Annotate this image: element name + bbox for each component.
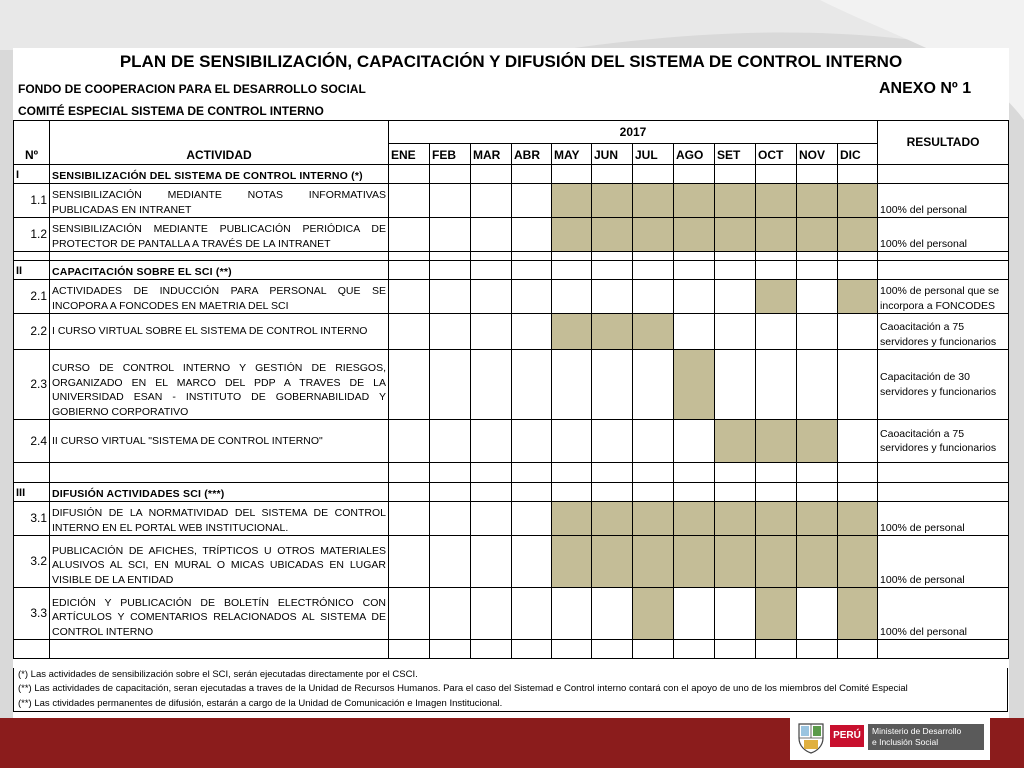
month-cell [552, 280, 592, 314]
organization-name: FONDO DE COOPERACION PARA EL DESARROLLO SOCIAL [18, 82, 366, 96]
activity-text: CURSO DE CONTROL INTERNO Y GESTIÓN DE RIESGOS, ORGANIZADO EN EL MARCO DEL PDP A TRAVES DE LA UNIVERSIDAD ESAN - INSTITUTO DE GOBERNABILIDAD Y GOBIERNO CORPORATIVO [50, 350, 389, 420]
row-number: 2.1 [14, 280, 50, 314]
month-header: ENE [389, 144, 430, 165]
month-cell-scheduled [552, 184, 592, 218]
spacer-row [14, 463, 1009, 483]
ministry-logo [790, 716, 990, 760]
month-cell [512, 588, 552, 640]
month-cell [838, 350, 878, 420]
section-title: CAPACITACIÓN SOBRE EL SCI (**) [50, 261, 389, 280]
month-cell [389, 420, 430, 463]
month-cell [471, 280, 512, 314]
month-cell-scheduled [633, 218, 674, 252]
result-text: Caoacitación a 75 servidores y funcionarios [878, 314, 1009, 350]
month-cell-scheduled [633, 314, 674, 350]
month-cell-scheduled [715, 184, 756, 218]
month-cell [592, 420, 633, 463]
month-cell-scheduled [838, 536, 878, 588]
month-cell-scheduled [756, 536, 797, 588]
activity-row [14, 280, 1009, 314]
month-cell [797, 280, 838, 314]
month-cell [389, 350, 430, 420]
month-cell-scheduled [756, 420, 797, 463]
peru-tag: PERÚ [830, 725, 864, 747]
month-cell-scheduled [633, 588, 674, 640]
month-header: SET [715, 144, 756, 165]
month-cell [512, 420, 552, 463]
activity-row [14, 588, 1009, 640]
month-cell [715, 350, 756, 420]
month-cell-scheduled [592, 314, 633, 350]
month-cell-scheduled [838, 184, 878, 218]
month-cell-scheduled [633, 536, 674, 588]
activity-text: PUBLICACIÓN DE AFICHES, TRÍPTICOS U OTROS MATERIALES ALUSIVOS AL SCI, EN MURAL O MICAS UBICADAS EN LUGAR VISIBLE DE LA ENTIDAD [50, 536, 389, 588]
month-cell [633, 280, 674, 314]
annex-label: ANEXO Nº 1 [879, 80, 972, 97]
month-cell [552, 588, 592, 640]
month-cell [592, 280, 633, 314]
month-cell-scheduled [674, 184, 715, 218]
section-id: III [14, 483, 50, 502]
month-cell [674, 280, 715, 314]
month-cell [430, 420, 471, 463]
month-cell [512, 350, 552, 420]
month-cell [389, 280, 430, 314]
activity-text: SENSIBILIZACIÓN MEDIANTE PUBLICACIÓN PERIÓDICA DE PROTECTOR DE PANTALLA A TRAVÉS DE LA INTRANET [50, 218, 389, 252]
month-cell [430, 184, 471, 218]
month-cell-scheduled [756, 588, 797, 640]
activity-row [14, 314, 1009, 350]
month-cell [389, 502, 430, 536]
activity-row [14, 218, 1009, 252]
result-text: 100% de personal [878, 536, 1009, 588]
month-cell [471, 588, 512, 640]
activity-text: EDICIÓN Y PUBLICACIÓN DE BOLETÍN ELECTRÓNICO CON ARTÍCULOS Y COMENTARIOS RELACIONADOS AL SISTEMA DE CONTROL INTERNO [50, 588, 389, 640]
month-cell [552, 350, 592, 420]
month-cell-scheduled [633, 502, 674, 536]
month-cell-scheduled [592, 536, 633, 588]
month-header: JUN [592, 144, 633, 165]
activity-row [14, 420, 1009, 463]
month-cell-scheduled [674, 502, 715, 536]
month-cell [389, 588, 430, 640]
month-cell [592, 350, 633, 420]
month-cell [715, 280, 756, 314]
row-number: 2.3 [14, 350, 50, 420]
coat-of-arms-icon [796, 720, 826, 754]
month-header: OCT [756, 144, 797, 165]
month-cell-scheduled [552, 218, 592, 252]
month-cell-scheduled [674, 536, 715, 588]
month-cell [797, 588, 838, 640]
month-header: FEB [430, 144, 471, 165]
section-row [14, 483, 1009, 502]
footnote: (*) Las actividades de sensibilización sobre el SCI, serán ejecutadas directamente por el CSCI. [18, 669, 418, 680]
activity-text: I CURSO VIRTUAL SOBRE EL SISTEMA DE CONTROL INTERNO [50, 314, 389, 350]
month-cell-scheduled [592, 218, 633, 252]
month-header: MAY [552, 144, 592, 165]
month-header: NOV [797, 144, 838, 165]
section-row [14, 261, 1009, 280]
footnotes [13, 668, 1008, 712]
month-cell-scheduled [756, 184, 797, 218]
month-cell-scheduled [797, 502, 838, 536]
month-cell [430, 536, 471, 588]
month-cell-scheduled [592, 184, 633, 218]
activity-row [14, 536, 1009, 588]
header-number: Nº [14, 121, 50, 165]
month-cell [389, 218, 430, 252]
month-cell-scheduled [592, 502, 633, 536]
month-cell-scheduled [797, 536, 838, 588]
activity-text: II CURSO VIRTUAL "SISTEMA DE CONTROL INTERNO" [50, 420, 389, 463]
footnote: (**) Las actividades de capacitación, seran ejecutadas a traves de la Unidad de Recursos Humanos. Para el caso del Sistemad e Control interno contará con el apoyo de uno de los miembros del Comité Especial [18, 683, 908, 695]
month-cell-scheduled [756, 218, 797, 252]
month-cell [674, 420, 715, 463]
header-year: 2017 [389, 121, 878, 144]
month-cell-scheduled [715, 218, 756, 252]
result-text: 100% de personal que se incorpora a FONCODES [878, 280, 1009, 314]
month-cell [797, 314, 838, 350]
month-cell-scheduled [715, 502, 756, 536]
month-cell-scheduled [838, 218, 878, 252]
month-cell [797, 350, 838, 420]
result-text: Capacitación de 30 servidores y funcionarios [878, 350, 1009, 420]
month-cell [715, 588, 756, 640]
month-cell [512, 502, 552, 536]
section-title: DIFUSIÓN ACTIVIDADES SCI (***) [50, 483, 389, 502]
row-number: 3.2 [14, 536, 50, 588]
month-cell-scheduled [756, 280, 797, 314]
month-cell [633, 420, 674, 463]
row-number: 1.2 [14, 218, 50, 252]
result-text: 100% del personal [878, 184, 1009, 218]
page-title: PLAN DE SENSIBILIZACIÓN, CAPACITACIÓN Y DIFUSIÓN DEL SISTEMA DE CONTROL INTERNO [119, 52, 903, 71]
month-cell [430, 280, 471, 314]
month-cell-scheduled [633, 184, 674, 218]
header-result: RESULTADO [878, 121, 1009, 165]
month-cell-scheduled [838, 502, 878, 536]
month-cell [512, 280, 552, 314]
section-row [14, 165, 1009, 184]
month-cell [430, 502, 471, 536]
spacer-row [14, 640, 1009, 659]
row-number: 2.2 [14, 314, 50, 350]
month-cell-scheduled [797, 184, 838, 218]
month-cell-scheduled [552, 314, 592, 350]
month-cell [756, 314, 797, 350]
month-cell [512, 314, 552, 350]
month-cell [389, 314, 430, 350]
activity-text: ACTIVIDADES DE INDUCCIÓN PARA PERSONAL QUE SE INCOPORA A FONCODES EN MAETRIA DEL SCI [50, 280, 389, 314]
document-sheet [13, 48, 1009, 718]
month-cell-scheduled [674, 350, 715, 420]
section-id: II [14, 261, 50, 280]
month-cell [552, 420, 592, 463]
month-cell [471, 218, 512, 252]
month-cell [633, 350, 674, 420]
month-cell-scheduled [552, 502, 592, 536]
month-cell [715, 314, 756, 350]
month-cell-scheduled [797, 218, 838, 252]
month-cell-scheduled [838, 280, 878, 314]
month-cell [430, 314, 471, 350]
activity-schedule-table [13, 120, 1009, 659]
month-cell [592, 588, 633, 640]
spacer-row [14, 252, 1009, 261]
result-text: 100% del personal [878, 588, 1009, 640]
month-cell-scheduled [715, 420, 756, 463]
month-cell [471, 314, 512, 350]
month-cell [838, 420, 878, 463]
section-id: I [14, 165, 50, 184]
month-cell [471, 420, 512, 463]
activity-text: SENSIBILIZACIÓN MEDIANTE NOTAS INFORMATIVAS PUBLICADAS EN INTRANET [50, 184, 389, 218]
month-header: MAR [471, 144, 512, 165]
result-text: 100% de personal [878, 502, 1009, 536]
month-cell-scheduled [797, 420, 838, 463]
month-cell [430, 350, 471, 420]
month-cell [471, 502, 512, 536]
month-header: AGO [674, 144, 715, 165]
activity-row [14, 502, 1009, 536]
month-cell [471, 536, 512, 588]
month-cell-scheduled [715, 536, 756, 588]
committee-name: COMITÉ ESPECIAL SISTEMA DE CONTROL INTERNO [18, 104, 324, 118]
month-cell [512, 218, 552, 252]
footnote: (**) Las ctividades permanentes de difusión, estarán a cargo de la Unidad de Comunicación e Imagen Institucional. [18, 697, 503, 709]
row-number: 3.1 [14, 502, 50, 536]
row-number: 1.1 [14, 184, 50, 218]
activity-row [14, 184, 1009, 218]
month-cell [756, 350, 797, 420]
month-cell [389, 536, 430, 588]
month-cell [430, 588, 471, 640]
ministry-name: Ministerio de Desarrollo e Inclusión Social [868, 724, 984, 750]
row-number: 2.4 [14, 420, 50, 463]
month-cell-scheduled [552, 536, 592, 588]
month-cell [471, 350, 512, 420]
month-header: ABR [512, 144, 552, 165]
month-cell [471, 184, 512, 218]
month-cell [838, 314, 878, 350]
month-cell-scheduled [674, 218, 715, 252]
month-cell [389, 184, 430, 218]
month-cell-scheduled [838, 588, 878, 640]
month-cell [674, 314, 715, 350]
activity-row [14, 350, 1009, 420]
month-cell [512, 536, 552, 588]
activity-text: DIFUSIÓN DE LA NORMATIVIDAD DEL SISTEMA DE CONTROL INTERNO EN EL PORTAL WEB INSTITUCIONAL. [50, 502, 389, 536]
header-row-year [14, 121, 1009, 144]
month-cell [674, 588, 715, 640]
result-text: Caoacitación a 75 servidores y funcionarios [878, 420, 1009, 463]
section-title: SENSIBILIZACIÓN DEL SISTEMA DE CONTROL INTERNO (*) [50, 165, 389, 184]
result-text: 100% del personal [878, 218, 1009, 252]
month-header: DIC [838, 144, 878, 165]
month-cell-scheduled [756, 502, 797, 536]
month-cell [512, 184, 552, 218]
month-cell [430, 218, 471, 252]
month-header: JUL [633, 144, 674, 165]
row-number: 3.3 [14, 588, 50, 640]
header-activity: ACTIVIDAD [50, 121, 389, 165]
